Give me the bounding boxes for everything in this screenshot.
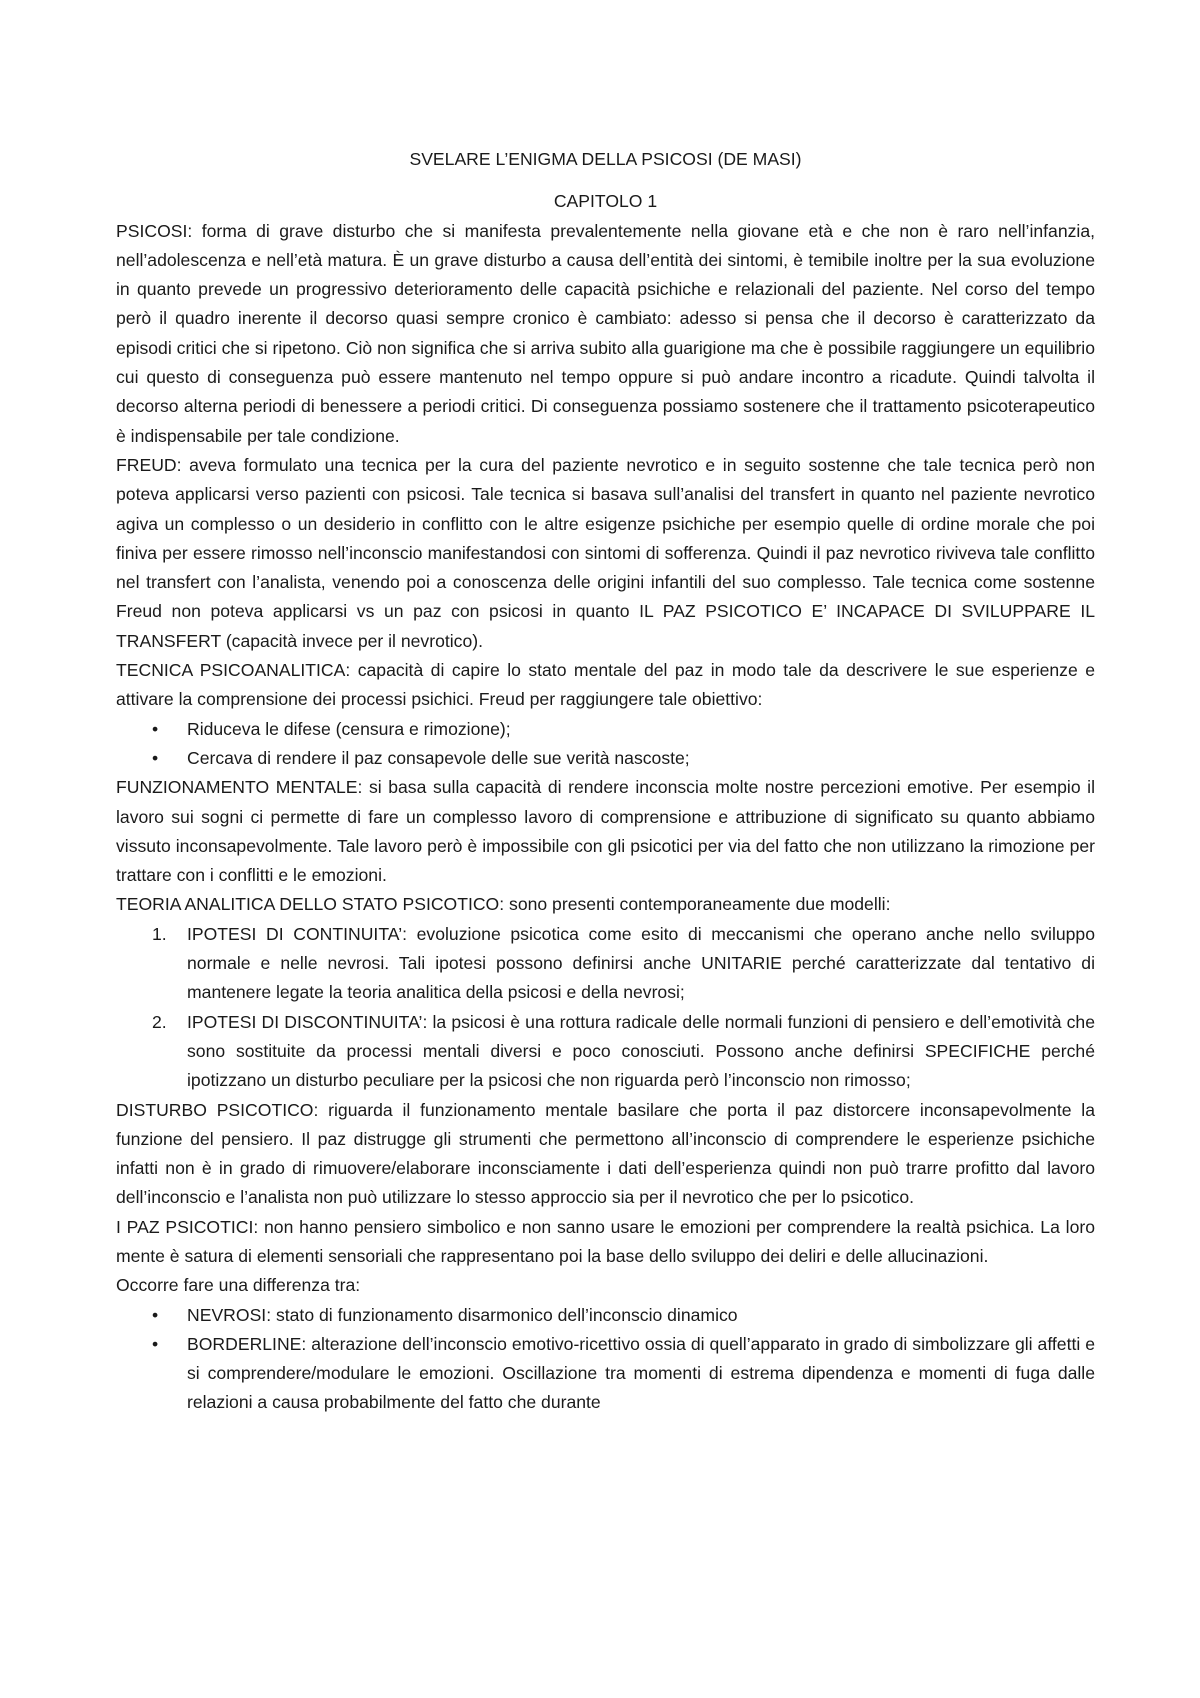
list-item-text: IPOTESI DI DISCONTINUITA’: la psicosi è una rottura radicale delle normali funzioni di pensiero e dell’emotività che sono sostituite da processi mentali diversi e poco conosciuti. Possono anche definirsi SPECIFICHE perché ipotizzano un disturbo peculiare per la psicosi che non riguarda però l’inconscio non rimosso; [187, 1011, 1095, 1091]
paragraph-freud: FREUD: aveva formulato una tecnica per la cura del paziente nevrotico e in seguito sostenne che tale tecnica però non poteva applicarsi verso pazienti con psicosi. Tale tecnica si basava sull’analisi del transfert in quanto nel paziente nevrotico agiva un complesso o un desiderio in conflitto con le altre esigenze psichiche per esempio quelle di ordine morale che poi finiva per essere rimosso nell’inconscio manifestandosi con sintomi di sofferenza. Quindi il paz nevrotico riviveva tale conflitto nel transfert con l’analista, venendo poi a conoscenza delle origini infantili del suo complesso. Tale tecnica come sostenne Freud non poteva applicarsi vs un paz con psicosi in quanto IL PAZ PSICOTICO E’ INCAPACE DI SVILUPPARE IL TRANSFERT (capacità invece per il nevrotico). [116, 454, 1095, 651]
list-item-text: IPOTESI DI CONTINUITA’: evoluzione psicotica come esito di meccanismi che operano anche nello sviluppo normale e nelle nevrosi. Tali ipotesi possono definirsi anche UNITARIE perché caratterizzate dal tentativo di mantenere legate la teoria analitica della psicosi e della nevrosi; [187, 923, 1095, 1003]
list-number: 1. [152, 923, 167, 944]
list-item [116, 920, 1095, 1008]
paragraph-tecnica: TECNICA PSICOANALITICA: capacità di capire lo stato mentale del paz in modo tale da descrivere le sue esperienze e attivare la comprensione dei processi psichici. Freud per raggiungere tale obiettivo: [116, 660, 1095, 710]
paragraph-funzionamento: FUNZIONAMENTO MENTALE: si basa sulla capacità di rendere inconscia molte nostre percezioni emotive. Per esempio il lavoro sui sogni ci permette di fare un complesso lavoro di comprensione e attribuzione di significato su quanto abbiamo vissuto inconsapevolmente. Tale lavoro però è impossibile con gli psicotici per via del fatto che non utilizzano la rimozione per trattare con i conflitti e le emozioni. [116, 777, 1095, 886]
list-item: • BORDERLINE: alterazione dell’inconscio emotivo-ricettivo ossia di quell’apparato in grado di simbolizzare gli affetti e si comprendere/modulare le emozioni. Oscillazione tra momenti di estrema dipendenza e momenti di fuga dalle relazioni a causa probabilmente del fatto che durante [116, 1330, 1095, 1418]
paragraph-paz-psicotici: I PAZ PSICOTICI: non hanno pensiero simbolico e non sanno usare le emozioni per comprendere la realtà psichica. La loro mente è satura di elementi sensoriali che rappresentano poi la base dello sviluppo dei deliri e delle allucinazioni. [116, 1216, 1095, 1266]
chapter-heading: CAPITOLO 1 [553, 191, 658, 212]
paragraph-teoria: TEORIA ANALITICA DELLO STATO PSICOTICO: sono presenti contemporaneamente due modelli: [116, 894, 891, 915]
differenza-bullet-list [116, 1301, 1095, 1418]
teoria-numbered-list [116, 920, 1095, 1096]
document-body [116, 145, 1095, 1418]
list-number: 2. [152, 1011, 167, 1032]
list-item [116, 1008, 1095, 1096]
paragraph-disturbo: DISTURBO PSICOTICO: riguarda il funzionamento mentale basilare che porta il paz distorcere inconsapevolmente la funzione del pensiero. Il paz distrugge gli strumenti che permettono all’inconscio di comprendere le esperienze psichiche infatti non è in grado di rimuovere/elaborare inconsciamente i dati dell’esperienza quindi non può trarre profitto dal lavoro dell’inconscio e l’analista non può utilizzare lo stesso approccio sia per il nevrotico che per lo psicotico. [116, 1099, 1095, 1208]
document-title: SVELARE L’ENIGMA DELLA PSICOSI (DE MASI) [409, 149, 802, 169]
tecnica-bullet-list [116, 715, 1095, 774]
paragraph-occorre: Occorre fare una differenza tra: [116, 1275, 361, 1296]
list-item: • Riduceva le difese (censura e rimozione); [116, 715, 1095, 744]
paragraph-psicosi: PSICOSI: forma di grave disturbo che si manifesta prevalentemente nella giovane età e che non è raro nell’infanzia, nell’adolescenza e nell’età matura. È un grave disturbo a causa dell’entità dei sintomi, è temibile inoltre per la sua evoluzione in quanto prevede un progressivo deterioramento delle capacità psichiche e relazionali del paziente. Nel corso del tempo però il quadro inerente il decorso quasi sempre cronico è cambiato: adesso si pensa che il decorso è caratterizzato da episodi critici che si ripetono. Ciò non significa che si arriva subito alla guarigione ma che è possibile raggiungere un equilibrio cui questo di conseguenza può essere mantenuto nel tempo oppure si può andare incontro a ricadute. Quindi talvolta il decorso alterna periodi di benessere a periodi critici. Di conseguenza possiamo sostenere che il trattamento psicoterapeutico è indispensabile per tale condizione. [116, 220, 1095, 446]
list-item: • NEVROSI: stato di funzionamento disarmonico dell’inconscio dinamico [116, 1301, 1095, 1330]
list-item: • Cercava di rendere il paz consapevole delle sue verità nascoste; [116, 744, 1095, 773]
